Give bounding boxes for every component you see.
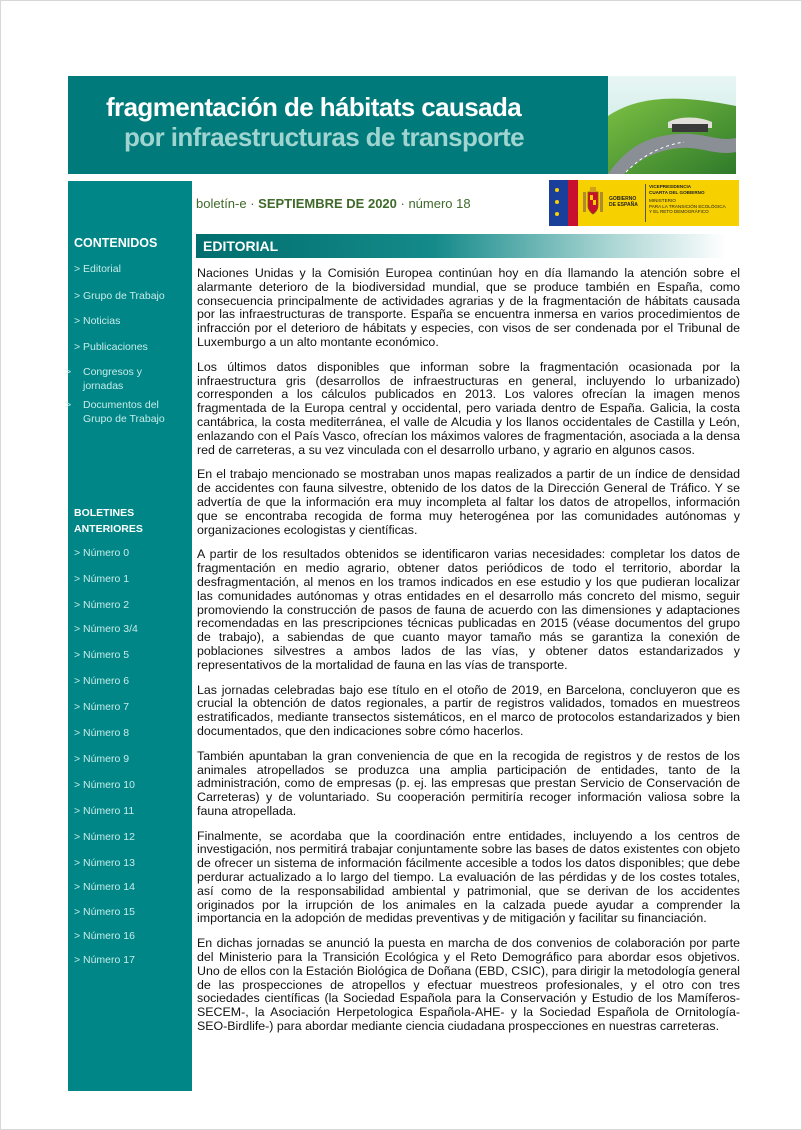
sidebar-item-numero-11[interactable]: > Número 11 [74,805,135,817]
issue-date: SEPTIEMBRE DE 2020 [258,196,397,211]
sidebar-item-numero-13[interactable]: > Número 13 [74,857,135,869]
sidebar-item-numero-7[interactable]: > Número 7 [74,701,130,713]
paragraph: A partir de los resultados obtenidos se identificaron varias necesidades: completar los datos de fragmentación en medio agrario, obtener datos periódicos de todo el territorio, abordar la desfragmentación, al menos en los tramos indicados en ese estudio y los que pudieran localizar las comunidades autónomas y otras entidades en el desarrollo más concreto del mismo, seguir promoviendo la construcción de pasos de fauna de acuerdo con las dimensiones y adaptaciones recomendadas en las prescripciones técnicas publicadas en 2015 (véase documentos del grupo de trabajo), a sabiendas de que cuanto mayor tamaño más se garantiza la conexión de poblaciones silvestres a ambos lados de las vías, y obtener datos estandarizados y representativos de la mortalidad de fauna en las vías de transporte. [197,547,740,672]
road-landscape-icon [608,76,736,174]
sidebar-item-numero-2[interactable]: > Número 2 [74,599,130,611]
sidebar-item-numero-1[interactable]: > Número 1 [74,573,130,585]
logo-separator [645,184,646,222]
paragraph: Finalmente, se acordaba que la coordinación entre entidades, incluyendo a los centros de investigación, nos permitirá trabajar conjuntamente sobre las bases de datos existentes con objeto de ofrecer un sistema de información fácilmente accesible a todos los datos disponibles; que debe perdurar actualizado a lo largo del tiempo. La evaluación de las pérdidas y de los costes totales, así como de la responsabilidad ambiental y patrimonial, que se derivan de los accidentes originados por la irrupción de los animales en la calzada puede ayudar a comprender la importancia en la adopción de medidas preventivas y de mitigación y facilitar su financiación. [197,828,740,926]
issue-line [196,196,471,211]
sidebar-item-numero-8[interactable]: > Número 8 [74,727,130,739]
sidebar-item-numero-9[interactable]: > Número 9 [74,753,130,765]
issue-prefix: boletín-e · [196,196,255,211]
sidebar-item-editorial[interactable]: > Editorial [74,263,121,275]
sidebar-item-congresos[interactable]: > Congresos y jornadas [65,366,142,392]
sidebar-item-numero-15[interactable]: > Número 15 [74,906,135,918]
sidebar-item-numero-6[interactable]: > Número 6 [74,675,130,687]
sidebar-item-publicaciones[interactable]: > Publicaciones [74,341,148,353]
sidebar-item-grupo-trabajo[interactable]: > Grupo de Trabajo [74,290,165,302]
gobierno-label: GOBIERNO DE ESPAÑA [609,196,638,208]
newsletter-banner [68,76,736,174]
section-title: EDITORIAL [203,238,279,254]
banner-title-line2: por infraestructuras de transporte [124,122,525,152]
sidebar [65,181,192,1091]
paragraph: En el trabajo mencionado se mostraban unos mapas realizados a partir de un índice de densidad de accidentes con fauna silvestre, obtenido de los datos de la Dirección General de Tráfico. Y se advertía de que la información era muy incompleta al faltar los datos de atropellos, información que se encontraba recogida de forma muy heterogénea por las comunidades autónomas y organizaciones ecologistas y científicas. [197,467,740,537]
banner-title-line1: fragmentación de hábitats causada [106,92,522,122]
sidebar-item-numero-17[interactable]: > Número 17 [74,954,135,966]
paragraph: En dichas jornadas se anunció la puesta en marcha de dos convenios de colaboración por parte del Ministerio para la Transición Ecológica y el Reto Demográfico para abordar esos objetivos. Uno de ellos con la Estación Biológica de Doñana (EBD, CSIC), para dirigir la metodología general de las prospecciones de atropellos y efectuar muestreos profesionales, y el otro con tres sociedades científicas (la Sociedad Española para la Conservación y Estudio de los Mamíferos-SECEM-, la Asociación Herpetologica Española-AHE- y la Sociedad Española de Ornitología-SEO-Birdlife-) para abordar mediante ciencia ciudadana prospecciones en nuestras carreteras. [197,936,740,1034]
sidebar-item-numero-14[interactable]: > Número 14 [74,881,135,893]
sidebar-item-noticias[interactable]: > Noticias [74,315,121,327]
sidebar-item-numero-3-4[interactable]: > Número 3/4 [74,623,138,635]
editorial-body [197,267,740,1045]
paragraph: Las jornadas celebradas bajo ese título en el otoño de 2019, en Barcelona, concluyeron que es crucial la obtención de datos regionales, a partir de registros validados, tomados en muestreos estratificados, mediante transectos sistemáticos, en el marco de protocolos estandarizados y bien documentados, que den indicaciones sobre cómo hacerlos. [197,682,740,738]
sidebar-item-numero-5[interactable]: > Número 5 [74,649,130,661]
coat-of-arms-icon [582,186,604,218]
ministry-label: VICEPRESIDENCIA CUARTA DEL GOBIERNO MINISTERIO PARA LA TRANSICIÓN ECOLÓGICA Y EL RETO DEMOGRÁFICO [649,184,726,215]
archive-heading: BOLETINES ANTERIORES [74,507,143,535]
sidebar-item-numero-10[interactable]: > Número 10 [74,779,135,791]
sidebar-item-documentos[interactable]: > Documentos del Grupo de Trabajo [65,399,165,425]
eu-flag-icon [549,180,568,226]
section-header [196,234,726,258]
sidebar-item-numero-0[interactable]: > Número 0 [74,547,130,559]
flag-stripe [568,180,578,226]
contents-heading: CONTENIDOS [74,236,158,250]
paragraph: Naciones Unidas y la Comisión Europea continúan hoy en día llamando la atención sobre el alarmante deterioro de la biodiversidad mundial, que se produce también en España, como consecuencia principalmente de actividades agrarias y de la fragmentación de hábitats causada por las infraestructuras de transporte. España se encuentra inmersa en varios procedimientos de infracción por el deterioro de hábitats y especies, con visos de ser condenada por el Tribunal de Luxemburgo a un alto montante económico. [197,266,740,349]
paragraph: Los últimos datos disponibles que informan sobre la fragmentación ocasionada por la infraestructura gris (desarrollos de infraestructuras en general, incluyendo lo urbanizado) corresponden a los cálculos publicados en 2013. Los valores ofrecían la imagen menos fragmentada de la Europa central y occidental, pero variada dentro de España. Galicia, la costa cantábrica, la costa mediterránea, el valle de Alcudia y los llanos occidentales de Castilla y León, enlazando con el País Vasco, ofrecían los máximos valores de fragmentación, asociada a la densa red de carreteras, a su vez vinculada con el desarrollo urbano, y agrario en algunos casos. [197,359,740,457]
sidebar-item-numero-16[interactable]: > Número 16 [74,930,135,942]
issue-number: · número 18 [400,196,471,211]
paragraph: También apuntaban la gran conveniencia de que en la recogida de registros y de restos de los animales atropellados se produzca una amplia participación de entidades, tanto de la administración, como de empresas (p. ej. las empresas que prestan Servicio de Conservación de Carreteras) y de voluntariado. Su cooperación permitiría recoger información valiosa sobre la fauna atropellada. [197,748,740,818]
sidebar-item-numero-12[interactable]: > Número 12 [74,831,135,843]
government-logo [549,180,739,226]
